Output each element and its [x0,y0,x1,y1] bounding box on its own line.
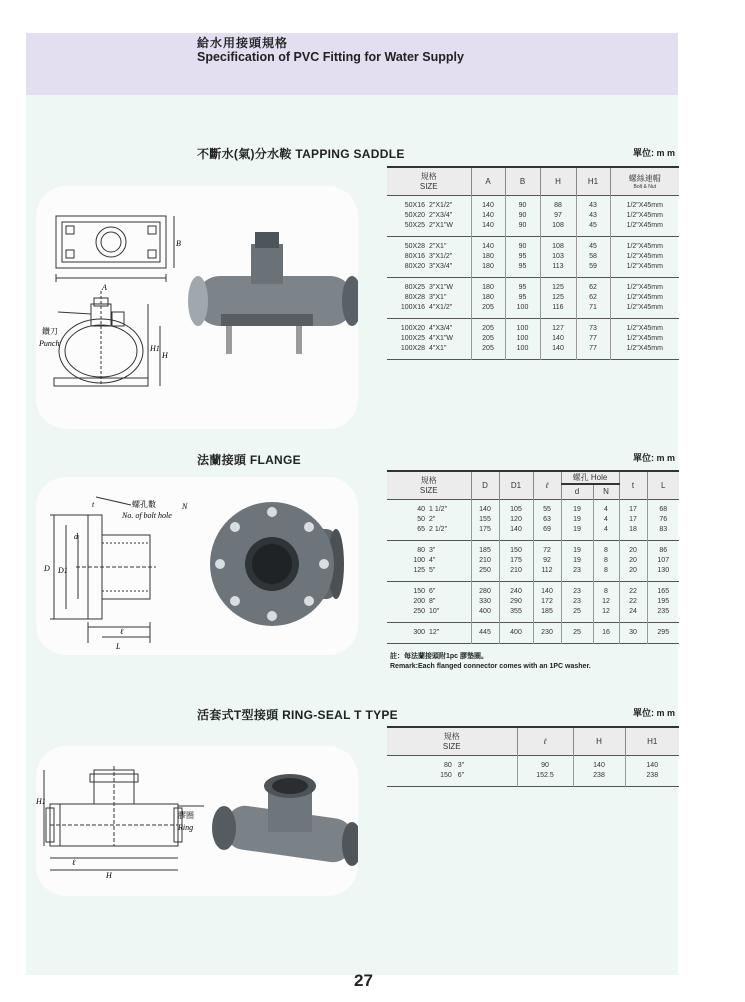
ringseal-label-l-small: ℓ [72,858,76,867]
h-cell: 127 [540,318,576,334]
bolt-cell: 1/2"X45mm [610,277,679,293]
t-cell: 30 [619,622,647,643]
ringseal-title: 活套式T型接頭 RING-SEAL T TYPE [197,708,398,722]
l-small-cell: 55 [533,499,561,515]
hole-n-cell: 4 [593,499,619,515]
flange-label-d1: D1 [58,566,68,575]
d-cell: 400 [471,607,499,623]
h-cell: 88 [540,195,576,211]
hole-d-cell: 19 [561,525,593,541]
flange-label-d-small: d [74,532,78,541]
h1-cell: 45 [576,236,610,252]
table-row [387,499,679,515]
flange-unit: 單位: m m [633,453,676,463]
l-cell: 68 [647,499,679,515]
bolt-cell: 1/2"X45mm [610,344,679,360]
flange-label-d: D [44,564,50,573]
saddle-th-a: A [471,167,505,195]
b-cell: 90 [505,211,540,221]
hole-d-cell: 19 [561,515,593,525]
l-cell: 83 [647,525,679,541]
b-cell: 90 [505,221,540,237]
header-band [26,33,678,95]
saddle-drawing [36,186,358,429]
a-cell: 140 [471,221,505,237]
h1-cell: 45 [576,221,610,237]
hole-n-cell: 12 [593,607,619,623]
hole-n-cell: 4 [593,525,619,541]
hole-d-cell: 25 [561,622,593,643]
header-title-zh: 給水用接頭規格 [197,36,289,50]
d1-cell: 150 [499,540,533,556]
flange-label-l-small: ℓ [120,627,124,636]
flange-th-hole-group: 螺孔 Hole [561,471,619,484]
size-cell: 100 4" [413,556,436,564]
l-small-cell: 152.5 [517,771,573,787]
table-row [387,262,679,278]
b-cell: 90 [505,236,540,252]
table-row [387,236,679,252]
d1-cell: 400 [499,622,533,643]
ringseal-photo [212,774,358,866]
flange-th-d1: D1 [499,471,533,499]
table-row [387,318,679,334]
d-cell: 250 [471,566,499,582]
saddle-th-h1: H1 [576,167,610,195]
d1-cell: 210 [499,566,533,582]
size-cell: 100X16 4"X1/2" [400,303,453,311]
a-cell: 140 [471,236,505,252]
h1-cell: 140 [625,755,679,771]
header-title-en: Specification of PVC Fitting for Water Supply [197,50,464,64]
l-small-cell: 90 [517,755,573,771]
ringseal-ring-zh: 膠圈 [178,811,194,820]
size-cell: 80X16 3"X1/2" [404,252,453,260]
saddle-th-h: H [540,167,576,195]
table-row [387,293,679,303]
d-cell: 330 [471,597,499,607]
bolt-cell: 1/2"X45mm [610,195,679,211]
size-cell: 80X25 3"X1"W [404,283,454,291]
t-cell: 22 [619,597,647,607]
table-row [387,771,679,787]
flange-th-hole-n: N [593,484,619,499]
b-cell: 95 [505,277,540,293]
l-cell: 195 [647,597,679,607]
table-row [387,334,679,344]
hole-d-cell: 23 [561,566,593,582]
l-cell: 86 [647,540,679,556]
flange-th-size: 規格 SIZE [387,471,471,499]
ringseal-label-h: H [106,871,112,880]
bolt-cell: 1/2"X45mm [610,303,679,319]
h-cell: 140 [573,755,625,771]
saddle-table [387,166,679,360]
l-small-cell: 112 [533,566,561,582]
h1-cell: 77 [576,334,610,344]
h1-cell: 73 [576,318,610,334]
saddle-th-bolt: 螺絲連帽 Bolt & Nut [610,167,679,195]
h-cell: 108 [540,236,576,252]
flange-th-d: D [471,471,499,499]
saddle-label-b: B [176,239,181,248]
size-cell: 50X25 2"X1"W [404,221,454,229]
hole-d-cell: 19 [561,540,593,556]
bolt-cell: 1/2"X45mm [610,236,679,252]
h1-cell: 62 [576,277,610,293]
h-cell: 140 [540,344,576,360]
flange-th-t: t [619,471,647,499]
b-cell: 100 [505,344,540,360]
a-cell: 180 [471,252,505,262]
table-row [387,303,679,319]
table-row [387,566,679,582]
flange-holes-zh: 螺孔數 [132,500,156,509]
l-cell: 76 [647,515,679,525]
t-cell: 24 [619,607,647,623]
t-cell: 20 [619,566,647,582]
t-cell: 18 [619,525,647,541]
d-cell: 210 [471,556,499,566]
size-cell: 80X20 3"X3/4" [404,262,453,270]
size-cell: 65 2 1/2" [417,525,448,533]
table-row [387,755,679,771]
a-cell: 205 [471,303,505,319]
l-small-cell: 185 [533,607,561,623]
table-row [387,597,679,607]
l-small-cell: 172 [533,597,561,607]
b-cell: 100 [505,318,540,334]
d-cell: 445 [471,622,499,643]
size-cell: 100X28 4"X1" [400,344,447,352]
flange-drawing [36,477,358,655]
hole-n-cell: 8 [593,581,619,597]
h1-cell: 238 [625,771,679,787]
d1-cell: 120 [499,515,533,525]
t-cell: 17 [619,515,647,525]
saddle-label-a: A [102,283,107,292]
h-cell: 238 [573,771,625,787]
bolt-cell: 1/2"X45mm [610,318,679,334]
bolt-cell: 1/2"X45mm [610,262,679,278]
h1-cell: 59 [576,262,610,278]
t-cell: 20 [619,556,647,566]
h-cell: 125 [540,277,576,293]
hole-d-cell: 23 [561,597,593,607]
ringseal-ring-en: Ring [178,823,194,832]
b-cell: 95 [505,293,540,303]
hole-d-cell: 19 [561,556,593,566]
h1-cell: 43 [576,195,610,211]
flange-label-l: L [116,642,121,651]
saddle-photo [188,232,358,354]
bolt-cell: 1/2"X45mm [610,334,679,344]
table-row [387,344,679,360]
d-cell: 155 [471,515,499,525]
d-cell: 280 [471,581,499,597]
bolt-cell: 1/2"X45mm [610,211,679,221]
flange-photo [210,502,344,626]
b-cell: 90 [505,195,540,211]
d1-cell: 105 [499,499,533,515]
ringseal-label-h1: H1 [36,797,46,806]
size-cell: 50 2" [417,515,436,523]
l-small-cell: 72 [533,540,561,556]
l-cell: 130 [647,566,679,582]
l-small-cell: 140 [533,581,561,597]
flange-note-zh: 註：每法蘭接頭附1pc 膠墊圈。 [390,653,489,660]
saddle-label-h1: H1 [150,344,160,353]
d1-cell: 140 [499,525,533,541]
size-cell: 250 10" [413,607,440,615]
hole-n-cell: 8 [593,556,619,566]
a-cell: 180 [471,293,505,303]
hole-n-cell: 16 [593,622,619,643]
table-row [387,525,679,541]
a-cell: 140 [471,211,505,221]
d1-cell: 175 [499,556,533,566]
hole-d-cell: 23 [561,581,593,597]
size-cell: 50X16 2"X1/2" [404,201,453,209]
a-cell: 205 [471,344,505,360]
d1-cell: 290 [499,597,533,607]
d-cell: 175 [471,525,499,541]
size-cell: 40 1 1/2" [417,505,448,513]
saddle-th-size: 規格 SIZE [387,167,471,195]
h-cell: 113 [540,262,576,278]
h-cell: 97 [540,211,576,221]
t-cell: 20 [619,540,647,556]
table-row [387,581,679,597]
l-cell: 295 [647,622,679,643]
l-small-cell: 69 [533,525,561,541]
a-cell: 180 [471,262,505,278]
b-cell: 100 [505,303,540,319]
saddle-unit: 單位: m m [633,148,676,158]
table-row [387,195,679,211]
saddle-label-h: H [162,351,168,360]
d1-cell: 240 [499,581,533,597]
page-number: 27 [354,971,373,990]
h-cell: 108 [540,221,576,237]
size-cell: 100X25 4"X1"W [400,334,454,342]
l-small-cell: 230 [533,622,561,643]
flange-title: 法蘭接頭 FLANGE [197,453,301,467]
h-cell: 116 [540,303,576,319]
table-row [387,252,679,262]
table-row [387,221,679,237]
table-row [387,607,679,623]
l-cell: 235 [647,607,679,623]
l-cell: 107 [647,556,679,566]
size-cell: 150 6" [440,771,465,779]
size-cell: 80X28 3"X1" [404,293,447,301]
h1-cell: 58 [576,252,610,262]
h-cell: 103 [540,252,576,262]
saddle-punch-en: Punch [39,339,60,348]
d-cell: 140 [471,499,499,515]
table-row [387,277,679,293]
size-cell: 125 5" [413,566,436,574]
table-row [387,622,679,643]
bolt-cell: 1/2"X45mm [610,293,679,303]
h1-cell: 43 [576,211,610,221]
flange-label-t: t [92,500,95,509]
a-cell: 205 [471,334,505,344]
ringseal-drawing [36,746,358,896]
table-row [387,556,679,566]
hole-d-cell: 19 [561,499,593,515]
flange-th-hole-d: d [561,484,593,499]
l-cell: 165 [647,581,679,597]
flange-table [387,470,679,644]
size-cell: 80 3" [443,761,465,769]
h-cell: 125 [540,293,576,303]
bolt-cell: 1/2"X45mm [610,252,679,262]
table-row [387,540,679,556]
ringseal-th-h1: H1 [625,727,679,755]
saddle-title: 不斷水(氣)分水鞍 TAPPING SADDLE [197,147,405,161]
flange-th-l: L [647,471,679,499]
hole-n-cell: 8 [593,566,619,582]
h-cell: 140 [540,334,576,344]
l-small-cell: 92 [533,556,561,566]
size-cell: 150 6" [413,587,436,595]
ringseal-th-size: 規格 SIZE [387,727,517,755]
bolt-cell: 1/2"X45mm [610,221,679,237]
t-cell: 17 [619,499,647,515]
flange-note-en: Remark:Each flanged connector comes with an 1PC washer. [390,663,591,670]
size-cell: 80 3" [417,546,436,554]
d1-cell: 355 [499,607,533,623]
ringseal-th-l-small: ℓ [517,727,573,755]
table-row [387,211,679,221]
ringseal-table [387,726,679,787]
h1-cell: 62 [576,293,610,303]
ringseal-th-h: H [573,727,625,755]
size-cell: 300 12" [413,628,440,636]
saddle-th-b: B [505,167,540,195]
a-cell: 180 [471,277,505,293]
table-row [387,515,679,525]
b-cell: 95 [505,262,540,278]
t-cell: 22 [619,581,647,597]
size-cell: 100X20 4"X3/4" [400,324,453,332]
h1-cell: 71 [576,303,610,319]
hole-n-cell: 8 [593,540,619,556]
saddle-punch-zh: 鑽刀 [42,327,58,336]
size-cell: 200 8" [413,597,436,605]
b-cell: 95 [505,252,540,262]
hole-n-cell: 4 [593,515,619,525]
flange-holes-en: No. of bolt hole [122,511,172,520]
a-cell: 205 [471,318,505,334]
b-cell: 100 [505,334,540,344]
d-cell: 185 [471,540,499,556]
hole-n-cell: 12 [593,597,619,607]
a-cell: 140 [471,195,505,211]
hole-d-cell: 25 [561,607,593,623]
size-cell: 50X28 2"X1" [404,242,447,250]
h1-cell: 77 [576,344,610,360]
l-small-cell: 63 [533,515,561,525]
ringseal-unit: 單位: m m [633,708,676,718]
size-cell: 50X20 2"X3/4" [404,211,453,219]
flange-holes-n: N [182,502,188,511]
flange-th-l-small: ℓ [533,471,561,499]
